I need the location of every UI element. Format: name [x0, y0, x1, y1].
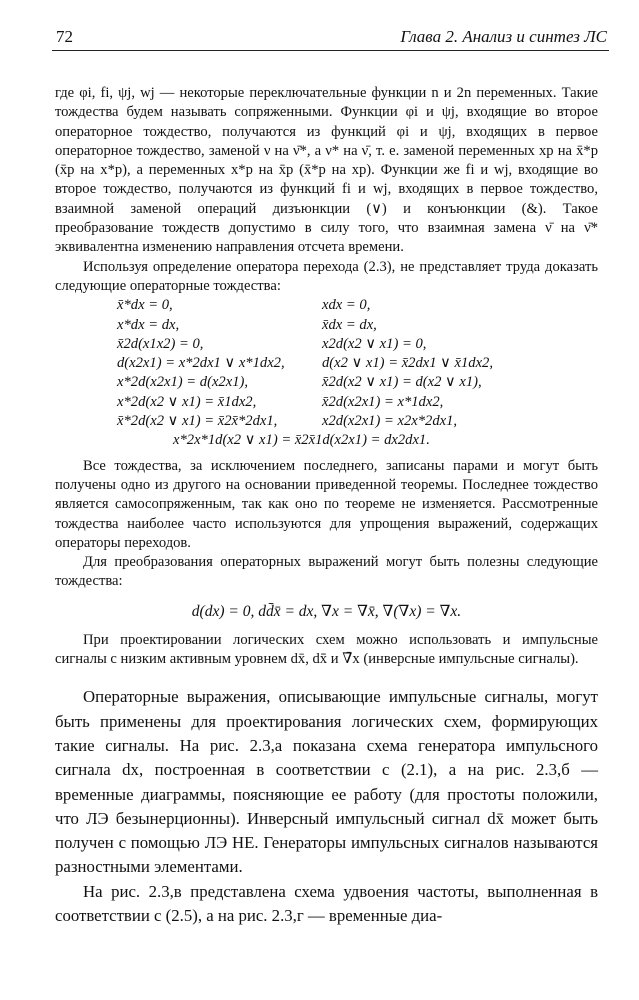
paragraph: При проектировании логических схем можно использовать и импульсные сигналы с низким активным уровнем dx̄, dx̄̄ и ∇̄x (инверсные импульсные сигналы).: [55, 631, 598, 668]
display-equation: d(dx) = 0, dd̄x̄ = dx, ∇x = ∇x̄, ∇(∇x) = ∇x.: [191, 602, 462, 620]
identity: d(x2 ∨ x1) = x̄2dx1 ∨ x̄1dx2,: [322, 355, 494, 372]
identity: x̄*dx = 0,: [117, 297, 173, 314]
identity: x2d(x2 ∨ x1) = 0,: [322, 335, 427, 352]
identity: d(x2x1) = x*2dx1 ∨ x*1dx2,: [117, 355, 285, 372]
paragraph: где φi, fi, ψj, wj — некоторые переключательные функции n и 2n переменных. Такие тождества будем называть сопряженными. Функции φi и ψj, входящие во второе операторное тождество, получаются из функций φi и ψj, входящих в первое операторное тождество, заменой ν на ν̄*, а ν* на ν̄, т. е. заменой переменных xp на x̄*p (x̄p на x*p), а переменных x*p на x̄p (x̄*p на xp). Функции же fi и wj, входящие во второе тождество, получаются из функций fi и wj, входящих в первое тождество, взаимной заменой операций дизъюнкции (∨) и конъюнкции (&). Такое преобразование тождеств допустимо в силу того, что взаимная замена ν̄ на ν̄* эквивалентна изменению направления отсчета времени.: [55, 85, 598, 256]
page-body: [55, 84, 598, 928]
paragraph: Все тождества, за исключением последнего, записаны парами и могут быть получены одно из другого на основании приведенной теоремы. Последнее тождество является самосопряженным, так как оно по теореме не изменяется. Рассмотренные тождества наиболее часто используются для упрощения выражений, содержащих операторы переходов.: [55, 457, 598, 551]
page-header: [52, 24, 609, 51]
identity-last: x*2x*1d(x2 ∨ x1) = x̄2x̄1d(x2x1) = dx2dx1.: [173, 432, 430, 449]
identity: x2d(x2x1) = x2x*2dx1,: [322, 413, 458, 430]
identities-block: [117, 296, 598, 431]
identity: x*2d(x2 ∨ x1) = x̄1dx2,: [117, 393, 257, 410]
section-gap: [55, 669, 598, 685]
identity: x̄2d(x1x2) = 0,: [117, 335, 204, 352]
paragraph: Операторные выражения, описывающие импульсные сигналы, могут быть применены для проектирования логических схем, формирующих такие сигналы. На рис. 2.3,а показана схема генератора импульсного сигнала dx, построенная в соответствии с (2.1), а на рис. 2.3,б — временные диаграммы, поясняющие ее работу (для простоты положили, что ЛЭ безынерционны). Инверсный импульсный сигнал dx̄ может быть получен с помощью ЛЭ НЕ. Генераторы импульсных сигналов называются разностными элементами.: [55, 687, 598, 877]
page-number: 72: [56, 27, 73, 46]
identity: x̄dx = dx,: [322, 316, 377, 333]
paragraph: Для преобразования операторных выражений могут быть полезны следующие тождества:: [55, 554, 598, 590]
identity: x*2d(x2x1) = d(x2x1),: [117, 374, 248, 391]
identity: x̄2d(x2x1) = x*1dx2,: [322, 393, 444, 410]
identity: x̄2d(x2 ∨ x1) = d(x2 ∨ x1),: [322, 374, 482, 391]
paragraph: На рис. 2.3,в представлена схема удвоения частоты, выполненная в соответствии с (2.5), а на рис. 2.3,г — временные диа-: [55, 881, 598, 925]
paragraph: Используя определение оператора перехода (2.3), не представляет труда доказать следующие операторные тождества:: [55, 258, 598, 294]
identity: x̄*2d(x2 ∨ x1) = x̄2x̄*2dx1,: [117, 413, 278, 430]
identity: xdx = 0,: [322, 297, 371, 314]
identity: x*dx = dx,: [117, 316, 180, 333]
running-title: Глава 2. Анализ и синтез ЛС: [400, 27, 607, 46]
